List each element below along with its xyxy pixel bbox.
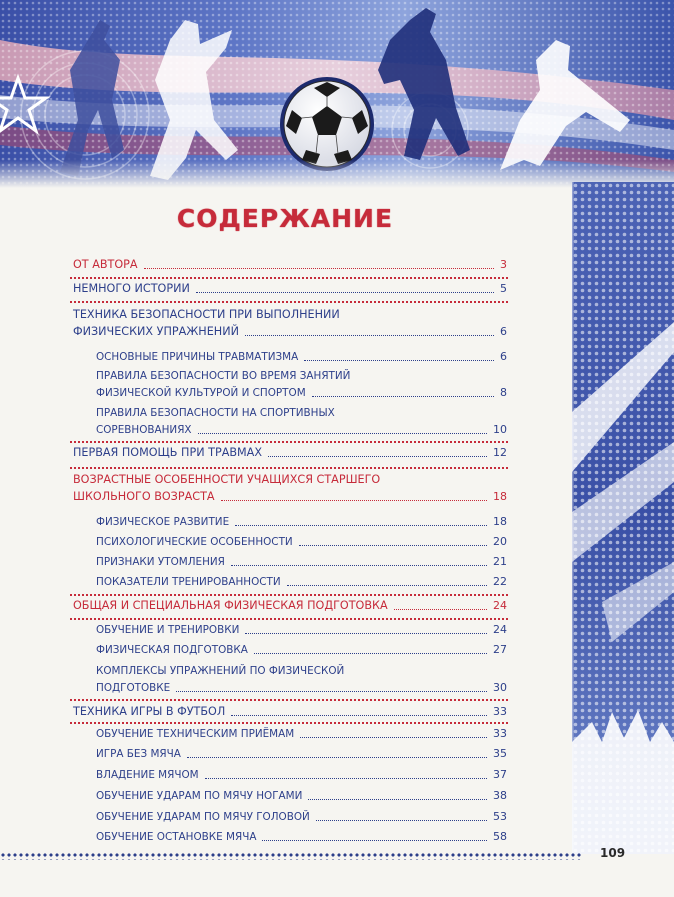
toc-entry	[73, 258, 507, 275]
toc-entry-title: ФИЗИЧЕСКОЕ РАЗВИТИЕ	[96, 516, 230, 528]
toc-entry	[96, 747, 507, 764]
toc-entry-title: ПРИЗНАКИ УТОМЛЕНИЯ	[96, 556, 225, 568]
toc-entry-title: ОБУЧЕНИЕ УДАРАМ ПО МЯЧУ НОГАМИ	[96, 790, 303, 802]
toc-page-number: 58	[493, 830, 507, 843]
toc-entry-title: ПОДГОТОВКЕ	[96, 682, 171, 694]
toc-entry	[96, 789, 507, 806]
toc-page-number: 27	[493, 643, 507, 656]
toc-dot-leader	[235, 525, 487, 526]
toc-page-number: 5	[500, 282, 507, 295]
toc-page-number: 12	[493, 446, 507, 459]
toc-entry-title: ТЕХНИКА ИГРЫ В ФУТБОЛ	[73, 705, 226, 718]
toc-entry-title: ФИЗИЧЕСКИХ УПРАЖНЕНИЙ	[73, 325, 239, 338]
toc-entry	[73, 599, 507, 616]
toc-entry-title: ВЛАДЕНИЕ МЯЧОМ	[96, 769, 199, 781]
toc-page-number: 3	[500, 258, 507, 271]
toc-entry-title: ТЕХНИКА БЕЗОПАСНОСТИ ПРИ ВЫПОЛНЕНИИ	[73, 308, 340, 321]
toc-entry-title: ОБУЧЕНИЕ ОСТАНОВКЕ МЯЧА	[96, 831, 257, 843]
toc-entry-title: ОБУЧЕНИЕ И ТРЕНИРОВКИ	[96, 624, 240, 636]
toc-page-number: 18	[493, 515, 507, 528]
toc-entry	[96, 555, 507, 572]
toc-entry	[96, 623, 507, 640]
page-number: 109	[600, 846, 626, 860]
toc-entry-title: ПРАВИЛА БЕЗОПАСНОСТИ ВО ВРЕМЯ ЗАНЯТИЙ	[96, 370, 351, 382]
toc-page-number: 33	[493, 705, 507, 718]
section-divider	[70, 467, 508, 469]
toc-dot-leader	[198, 433, 487, 434]
toc-entry-title: ОБУЧЕНИЕ ТЕХНИЧЕСКИМ ПРИЁМАМ	[96, 728, 295, 740]
toc-page-number: 24	[493, 599, 507, 612]
toc-entry	[96, 406, 507, 440]
toc-entry-title: СОРЕВНОВАНИЯХ	[96, 424, 192, 436]
toc-entry	[96, 350, 507, 367]
toc-page-number: 22	[493, 575, 507, 588]
toc-dot-leader	[196, 292, 494, 293]
toc-entry-title: НЕМНОГО ИСТОРИИ	[73, 282, 190, 295]
toc-dot-leader	[231, 715, 487, 716]
toc-entry	[96, 643, 507, 660]
toc-entry	[96, 810, 507, 827]
toc-page-number: 33	[493, 727, 507, 740]
toc-entry	[96, 768, 507, 785]
toc-entry	[96, 727, 507, 744]
toc-entry-title: КОМПЛЕКСЫ УПРАЖНЕНИЙ ПО ФИЗИЧЕСКОЙ	[96, 665, 345, 677]
toc-entry	[73, 473, 507, 507]
toc-entry	[96, 369, 507, 403]
toc-entry	[73, 446, 507, 463]
toc-page-number: 6	[500, 350, 507, 363]
toc-entry-title: ФИЗИЧЕСКАЯ ПОДГОТОВКА	[96, 644, 248, 656]
toc-dot-leader	[245, 633, 487, 634]
toc-dot-leader	[221, 500, 487, 501]
toc-entry-title: ИГРА БЕЗ МЯЧА	[96, 748, 181, 760]
toc-dot-leader	[394, 609, 487, 610]
toc-dot-leader	[205, 778, 487, 779]
toc-entry	[96, 515, 507, 532]
toc-entry-title: ПСИХОЛОГИЧЕСКИЕ ОСОБЕННОСТИ	[96, 536, 293, 548]
section-divider	[70, 301, 508, 303]
toc-dot-leader	[268, 456, 487, 457]
toc-entry-title: ФИЗИЧЕСКОЙ КУЛЬТУРОЙ И СПОРТОМ	[96, 387, 306, 399]
toc-dot-leader	[300, 737, 487, 738]
toc-page-number: 24	[493, 623, 507, 636]
toc-entry-title: ПЕРВАЯ ПОМОЩЬ ПРИ ТРАВМАХ	[73, 446, 262, 459]
section-divider	[70, 618, 508, 620]
toc-dot-leader	[262, 840, 487, 841]
toc-entry	[96, 664, 507, 698]
section-divider	[70, 441, 508, 443]
toc-entry	[73, 705, 507, 722]
toc-page-number: 38	[493, 789, 507, 802]
page-title: СОДЕРЖАНИЕ	[176, 204, 394, 233]
toc-dot-leader	[231, 565, 487, 566]
section-divider	[70, 594, 508, 596]
toc-dot-leader	[316, 820, 487, 821]
toc-page-number: 21	[493, 555, 507, 568]
toc-entry-title: ОБУЧЕНИЕ УДАРАМ ПО МЯЧУ ГОЛОВОЙ	[96, 811, 310, 823]
toc-dot-leader	[187, 757, 487, 758]
toc-entry-title: ОБЩАЯ И СПЕЦИАЛЬНАЯ ФИЗИЧЕСКАЯ ПОДГОТОВКА	[73, 599, 388, 612]
toc-entry-title: ОСНОВНЫЕ ПРИЧИНЫ ТРАВМАТИЗМА	[96, 351, 299, 363]
toc-entry-title: ПОКАЗАТЕЛИ ТРЕНИРОВАННОСТИ	[96, 576, 281, 588]
toc-entry-title: ВОЗРАСТНЫЕ ОСОБЕННОСТИ УЧАЩИХСЯ СТАРШЕГО	[73, 473, 381, 486]
toc-dot-leader	[308, 799, 487, 800]
toc-entry	[96, 535, 507, 552]
toc-page-number: 35	[493, 747, 507, 760]
toc-dot-leader	[312, 396, 494, 397]
toc-dot-leader	[176, 691, 487, 692]
toc-dot-leader	[144, 268, 494, 269]
toc-page-number: 10	[493, 423, 507, 436]
toc-page-number: 37	[493, 768, 507, 781]
toc-page-number: 6	[500, 325, 507, 338]
toc-dot-leader	[304, 360, 494, 361]
toc-dot-leader	[299, 545, 487, 546]
toc-dot-leader	[245, 335, 494, 336]
toc-entry	[73, 282, 507, 299]
toc-dot-leader	[254, 653, 487, 654]
footer-dotted-rule	[0, 852, 582, 860]
toc-page-number: 53	[493, 810, 507, 823]
toc-entry	[73, 308, 507, 342]
toc-page-number: 30	[493, 681, 507, 694]
section-divider	[70, 699, 508, 701]
toc-page-number: 18	[493, 490, 507, 503]
toc-entry	[96, 575, 507, 592]
toc-entry-title: ОТ АВТОРА	[73, 258, 138, 271]
toc-entry-title: ШКОЛЬНОГО ВОЗРАСТА	[73, 490, 215, 503]
toc-entry-title: ПРАВИЛА БЕЗОПАСНОСТИ НА СПОРТИВНЫХ	[96, 407, 335, 419]
toc-entry	[96, 830, 507, 847]
toc-page-number: 8	[500, 386, 507, 399]
toc-page-number: 20	[493, 535, 507, 548]
toc-dot-leader	[287, 585, 487, 586]
section-divider	[70, 722, 508, 724]
section-divider	[70, 277, 508, 279]
